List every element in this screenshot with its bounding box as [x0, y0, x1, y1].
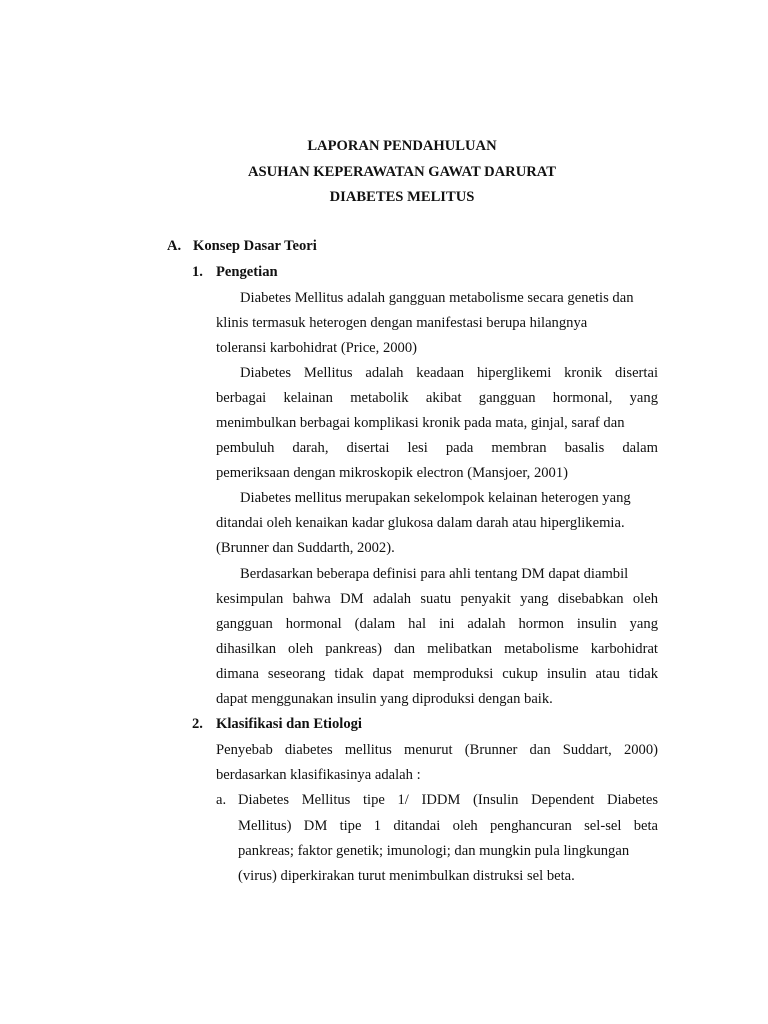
sub1-heading: Pengetian [216, 264, 278, 280]
paragraph-line: dimana seseorang tidak dapat memproduksi cukup insulin atau tidak [216, 666, 658, 682]
paragraph-line: gangguan hormonal (dalam hal ini adalah hormon insulin yang [216, 616, 658, 632]
title-line-1: LAPORAN PENDAHULUAN [307, 138, 497, 154]
paragraph-line: Penyebab diabetes mellitus menurut (Brunner dan Suddart, 2000) [216, 742, 658, 758]
title-line-3: DIABETES MELITUS [329, 189, 475, 205]
paragraph-line: berbagai kelainan metabolik akibat gangguan hormonal, yang [216, 390, 658, 406]
paragraph-line: Mellitus) DM tipe 1 ditandai oleh penghancuran sel-sel beta [238, 818, 658, 834]
paragraph-line: menimbulkan berbagai komplikasi kronik pada mata, ginjal, saraf dan [216, 415, 625, 431]
sub1-marker: 1. [192, 264, 203, 280]
paragraph-line: (Brunner dan Suddarth, 2002). [216, 540, 395, 556]
paragraph-line: Diabetes Mellitus adalah keadaan hiperglikemi kronik disertai [240, 365, 658, 381]
paragraph-line: (virus) diperkirakan turut menimbulkan distruksi sel beta. [238, 868, 575, 884]
paragraph-line: Diabetes Mellitus tipe 1/ IDDM (Insulin Dependent Diabetes [238, 792, 658, 808]
sub2-heading: Klasifikasi dan Etiologi [216, 716, 362, 732]
paragraph-line: Berdasarkan beberapa definisi para ahli tentang DM dapat diambil [240, 566, 629, 582]
paragraph-line: Diabetes Mellitus adalah gangguan metabolisme secara genetis dan [240, 290, 634, 306]
sub2-marker: 2. [192, 716, 203, 732]
title-line-2: ASUHAN KEPERAWATAN GAWAT DARURAT [248, 164, 556, 180]
list-item-a-marker: a. [216, 792, 227, 808]
paragraph-line: toleransi karbohidrat (Price, 2000) [216, 340, 418, 356]
paragraph-line: ditandai oleh kenaikan kadar glukosa dalam darah atau hiperglikemia. [216, 515, 625, 531]
paragraph-line: pankreas; faktor genetik; imunologi; dan mungkin pula lingkungan [238, 843, 630, 859]
paragraph-line: dihasilkan oleh pankreas) dan melibatkan metabolisme karbohidrat [216, 641, 658, 657]
paragraph-line: pembuluh darah, disertai lesi pada membran basalis dalam [216, 440, 658, 456]
section-a-heading: Konsep Dasar Teori [193, 238, 317, 254]
paragraph-line: berdasarkan klasifikasinya adalah : [216, 767, 421, 783]
paragraph-line: klinis termasuk heterogen dengan manifestasi berupa hilangnya [216, 315, 588, 331]
paragraph-line: dapat menggunakan insulin yang diproduksi dengan baik. [216, 691, 553, 707]
section-a-marker: A. [167, 238, 182, 254]
paragraph-line: pemeriksaan dengan mikroskopik electron (Mansjoer, 2001) [216, 465, 568, 481]
paragraph-line: Diabetes mellitus merupakan sekelompok kelainan heterogen yang [240, 490, 631, 506]
paragraph-line: kesimpulan bahwa DM adalah suatu penyakit yang disebabkan oleh [216, 591, 658, 607]
